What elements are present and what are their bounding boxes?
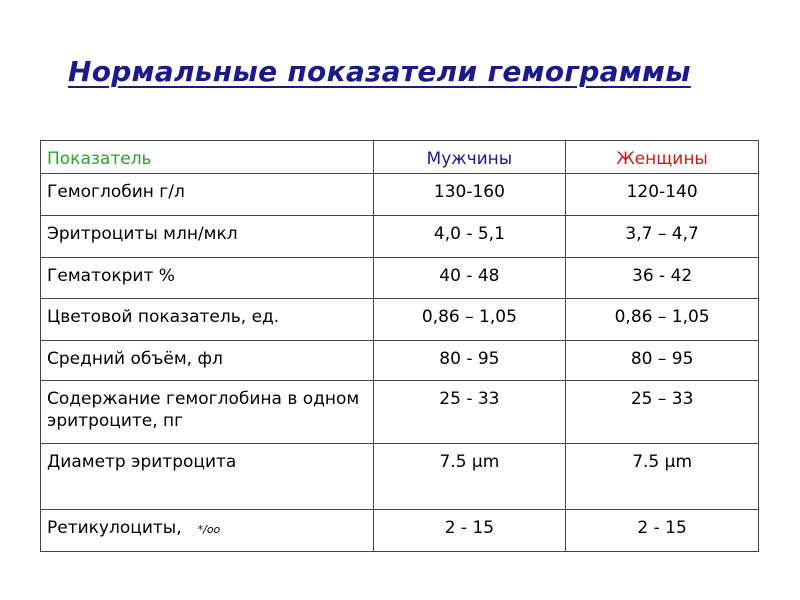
row-label-unit: */oo <box>197 523 221 536</box>
row-value-women: 80 – 95 <box>566 341 759 381</box>
row-value-men: 25 - 33 <box>373 381 566 444</box>
row-value-men: 130-160 <box>373 174 566 216</box>
table-header-row <box>41 141 759 174</box>
table-row <box>41 444 759 510</box>
header-men: Мужчины <box>373 141 566 174</box>
row-label: Средний объём, фл <box>41 341 374 381</box>
row-label <box>41 510 374 552</box>
header-indicator: Показатель <box>41 141 374 174</box>
row-value-men: 4,0 - 5,1 <box>373 216 566 258</box>
row-value-men: 80 - 95 <box>373 341 566 381</box>
table-row <box>41 258 759 299</box>
table-row <box>41 341 759 381</box>
row-label: Диаметр эритроцита <box>41 444 374 510</box>
page-title: Нормальные показатели гемограммы <box>68 55 691 88</box>
row-label: Гематокрит % <box>41 258 374 299</box>
row-value-women: 120-140 <box>566 174 759 216</box>
table-row <box>41 510 759 552</box>
table-row <box>41 299 759 341</box>
row-value-men: 40 - 48 <box>373 258 566 299</box>
row-value-men: 7.5 μm <box>373 444 566 510</box>
row-value-men: 0,86 – 1,05 <box>373 299 566 341</box>
row-value-men: 2 - 15 <box>373 510 566 552</box>
table-row <box>41 381 759 444</box>
row-label: Цветовой показатель, ед. <box>41 299 374 341</box>
row-value-women: 25 – 33 <box>566 381 759 444</box>
row-label: Эритроциты млн/мкл <box>41 216 374 258</box>
norms-table <box>40 140 759 552</box>
row-label: Гемоглобин г/л <box>41 174 374 216</box>
row-value-women: 2 - 15 <box>566 510 759 552</box>
row-label-text: Ретикулоциты, <box>47 518 182 538</box>
table-row <box>41 216 759 258</box>
table-row <box>41 174 759 216</box>
row-value-women: 0,86 – 1,05 <box>566 299 759 341</box>
row-label: Содержание гемоглобина в одном эритроците, пг <box>41 381 374 444</box>
row-value-women: 3,7 – 4,7 <box>566 216 759 258</box>
header-women: Женщины <box>566 141 759 174</box>
row-value-women: 7.5 μm <box>566 444 759 510</box>
row-value-women: 36 - 42 <box>566 258 759 299</box>
